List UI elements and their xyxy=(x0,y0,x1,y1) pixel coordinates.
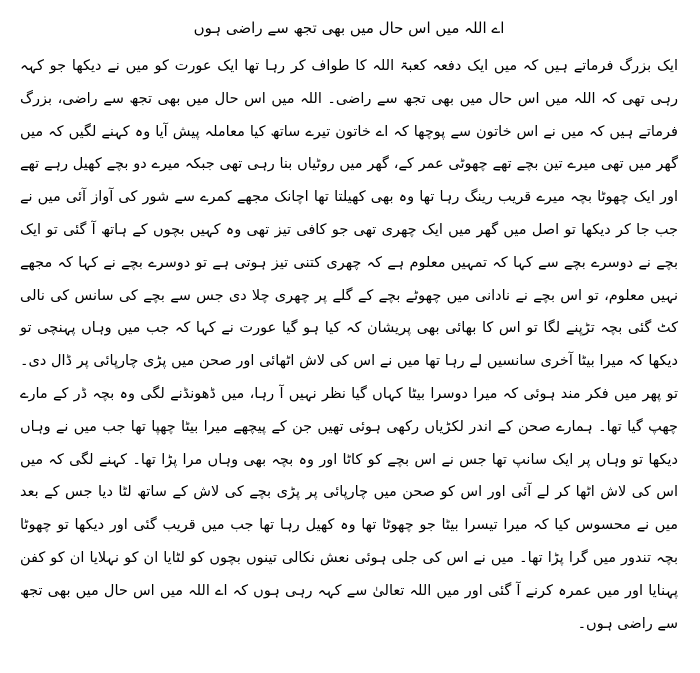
article-body: ایک بزرگ فرماتے ہیں کہ میں ایک دفعہ کعبۃ اللہ کا طواف کر رہا تھا ایک عورت کو میں نے دیکھا جو کہہ رہی تھی کہ اللہ میں اس حال میں بھی تجھ سے راضی۔ اللہ میں اس حال میں بھی تجھ سے راضی، بزرگ فرماتے ہیں کہ میں نے اس خاتون سے پوچھا کہ اے خاتون تیرے ساتھ کیا معاملہ پیش آیا وہ کہنے لگیں کہ میں گھر میں تھی میرے تین بچے تھے چھوٹی عمر کے، گھر میں روٹیاں بنا رہی تھی جبکہ میرے دو بچے کھیل رہے تھے اور ایک چھوٹا بچہ میرے قریب رینگ رہا تھا وہ بھی کھیلتا تھا اچانک مجھے کمرے سے شور کی آواز آئی میں نے جب جا کر دیکھا تو اصل میں گھر میں ایک چھری تھی جو کافی تیز تھی وہ کہیں بچوں کے ہاتھ آ گئی تو ایک بچے نے دوسرے بچے سے کہا کہ تمہیں معلوم ہے کہ چھری کتنی تیز ہوتی ہے تو دوسرے بچے نے کہا کہ مجھے نہیں معلوم، تو اس بچے نے نادانی میں چھوٹے بچے کے گلے پر چھری چلا دی جس سے بچے کی سانس کی نالی کٹ گئی بچہ تڑپنے لگا تو اس کا بھائی بھی پریشان کہ کیا ہو گیا عورت نے کہا کہ جب میں وہاں پہنچی تو دیکھا کہ میرا بیٹا آخری سانسیں لے رہا تھا میں نے اس کی لاش اٹھائی اور صحن میں پڑی چارپائی پر ڈال دی۔ تو پھر میں فکر مند ہوئی کہ میرا دوسرا بیٹا کہاں گیا نظر نہیں آ رہا، میں ڈھونڈنے لگی وہ بچہ ڈر کے مارے چھپ گیا تھا۔ ہمارے صحن کے اندر لکڑیاں رکھی ہوئی تھیں جن کے پیچھے میرا بیٹا چھپا تھا جب میں نے وہاں دیکھا تو وہاں پر ایک سانپ تھا جس نے اس بچے کو کاٹا اور وہ بچہ بھی وہاں مرا پڑا تھا۔ کہنے لگی کہ میں اس کی لاش اٹھا کر لے آئی اور اس کو صحن میں چارپائی پر پڑی بچے کی لاش کے ساتھ لٹا دیا جس کے بعد میں نے محسوس کیا کہ میرا تیسرا بیٹا جو چھوٹا تھا وہ کھیل رہا تھا جب میں قریب گئی اور دیکھا تو چھوٹا بچہ تندور میں گرا پڑا تھا۔ میں نے اس کی جلی ہوئی نعش نکالی تینوں بچوں کو لٹایا ان کو نہلایا ان کو کفن پہنایا اور میں عمرہ کرنے آ گئی اور میں اللہ تعالیٰ سے کہہ رہی ہوں کہ اے اللہ میں اس حال میں بھی تجھ سے راضی ہوں۔ xyxy=(20,58,678,632)
article-title: اے اللہ میں اس حال میں بھی تجھ سے راضی ہوں xyxy=(193,19,505,37)
